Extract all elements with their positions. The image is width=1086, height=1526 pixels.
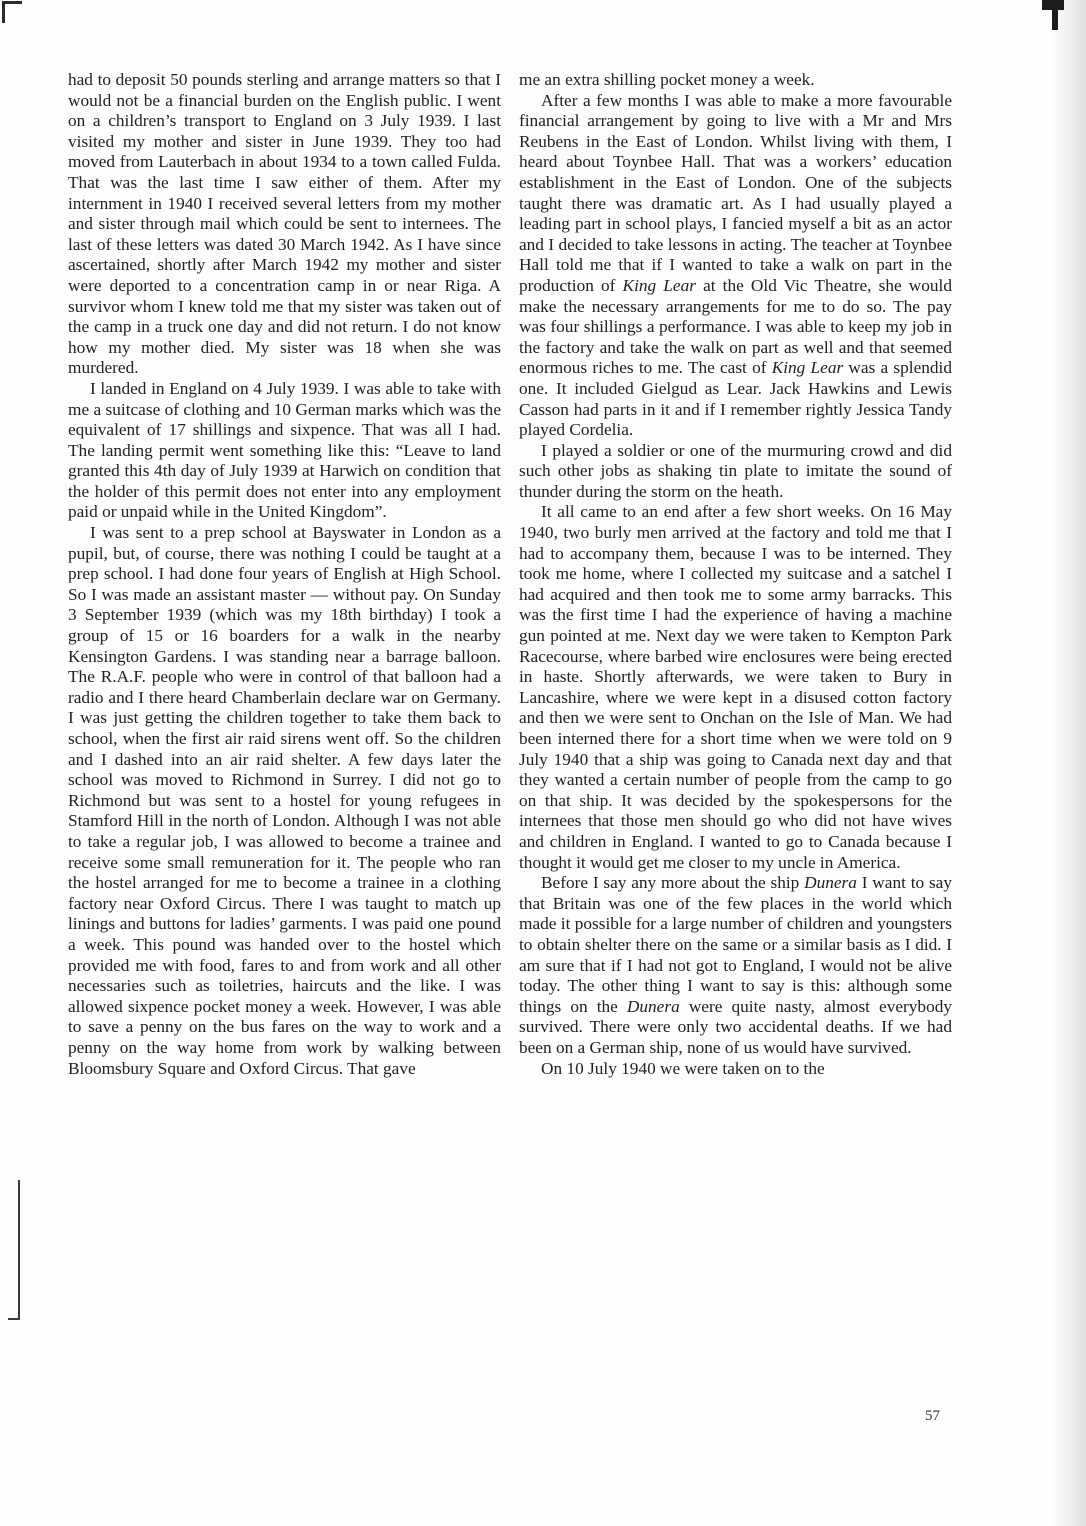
page-number: 57 — [925, 1408, 940, 1424]
paragraph — [519, 873, 952, 1058]
paragraph-text: was a splendid one. It included Gielgud as Lear. Jack Hawkins and Lewis Casson had parts in it and if I remember rightly Jessica Tandy played Cordelia. — [519, 358, 952, 440]
paragraph — [68, 70, 501, 379]
paragraph — [519, 1059, 952, 1080]
italic-title-text: King Lear — [771, 358, 844, 378]
scan-edge-rule — [18, 1180, 20, 1320]
paragraph-text: at the Old Vic Theatre, she would make the necessary arrangements for me to do so. The pay was four shillings a performance. I was able to keep my job in the factory and take the walk on part as well and that seemed enormous riches to me. The cast of — [519, 275, 952, 378]
paragraph-text: I landed in England on 4 July 1939. I was able to take with me a suitcase of clothing and 10 German marks which was the equivalent of 17 shillings and sixpence. That was all I had. The landing permit went something like this: “Leave to land granted this 4th day of July 1939 at Harwich on condition that the holder of this permit does not enter into any employment paid or unpaid while in the United Kingdom”. — [68, 378, 501, 522]
paragraph-text: were quite nasty, almost everybody survived. There were only two accidental deaths. If we had been on a German ship, none of us would have survived. — [519, 996, 952, 1057]
paragraph-text: It all came to an end after a few short weeks. On 16 May 1940, two burly men arrived at the factory and told me that I had to accompany them, because I was to be interned. They took me home, where I collected my suitcase and a satchel I had acquired and then took me to some army barracks. This was the first time I had the experience of having a machine gun pointed at me. Next day we were taken to Kempton Park Racecourse, where barbed wire enclosures were being erected in haste. Shortly afterwards, we were taken to Bury in Lancashire, where we were kept in a disused cotton factory and then we were sent to Onchan on the Isle of Man. We had been interned there for a short time when we were told on 9 July 1940 that a ship was going to Canada next day and that they wanted a certain number of people from the camp to go on that ship. It was decided by the spokespersons for the internees that those men should go who did not have wives and children in England. I wanted to go to Canada because I thought it would get me closer to my uncle in America. — [519, 502, 952, 872]
scan-edge-rule — [8, 1318, 20, 1320]
paragraph — [519, 70, 952, 91]
right-text-column — [519, 70, 952, 1079]
paragraph — [519, 441, 952, 503]
paragraph — [519, 502, 952, 873]
paragraph — [68, 523, 501, 1079]
paragraph-text: I played a soldier or one of the murmuring crowd and did such other jobs as shaking tin plate to imitate the sound of thunder during the storm on the heath. — [519, 440, 952, 501]
italic-title-text: King Lear — [622, 275, 696, 295]
paragraph-text: After a few months I was able to make a more favourable financial arrangement by going to live with a Mr and Mrs Reubens in the East of London. Whilst living with them, I heard about Toynbee Hall. That was a workers’ education establishment in the East of London. One of the subjects taught there was dramatic art. As I had usually played a leading part in school plays, I fancied myself a bit as an actor and I decided to take lessons in acting. The teacher at Toynbee Hall told me that if I wanted to take a walk on part in the production of — [519, 90, 952, 295]
paragraph-text: On 10 July 1940 we were taken on to the — [541, 1058, 825, 1078]
left-text-column — [68, 70, 501, 1079]
italic-title-text: Dunera — [804, 873, 857, 893]
paragraph-text: had to deposit 50 pounds sterling and arrange matters so that I would not be a financial burden on the English public. I went on a children’s transport to England on 3 July 1939. I last visited my mother and sister in June 1939. They too had moved from Lauterbach in about 1934 to a town called Fulda. That was the last time I saw either of them. After my internment in 1940 I received several letters from my mother and sister through mail which could be sent to internees. The last of these letters was dated 30 March 1942. As I have since ascertained, shortly after March 1942 my mother and sister were deported to a concentration camp in or near Riga. A survivor whom I knew told me that my sister was taken out of the camp in a truck one day and did not return. I do not know how my mother died. My sister was 18 when she was murdered. — [68, 70, 501, 378]
paragraph — [68, 379, 501, 523]
italic-title-text: Dunera — [626, 996, 680, 1016]
paragraph-text: Before I say any more about the ship — [541, 873, 805, 893]
paragraph — [519, 91, 952, 441]
scan-corner-mark — [2, 1, 22, 4]
paragraph-text: me an extra shilling pocket money a week. — [519, 70, 815, 89]
scan-corner-mark — [2, 1, 5, 23]
paragraph-text: I was sent to a prep school at Bayswater in London as a pupil, but, of course, there was nothing I could be taught at a prep school. I had done four years of English at High School. So I was made an assistant master — without pay. On Sunday 3 September 1939 (which was my 18th birthday) I took a group of 15 or 16 boarders for a walk in the nearby Kensington Gardens. I was standing near a barrage balloon. The R.A.F. people who were in control of that balloon had a radio and I there heard Chamberlain declare war on Germany. I was just getting the children together to take them back to school, when the first air raid sirens went off. So the children and I dashed into an air raid shelter. A few days later the school was moved to Richmond in Surrey. I did not go to Richmond but was sent to a hostel for young refugees in Stamford Hill in the north of London. Although I was not able to take a regular job, I was allowed to become a trainee and receive some small remuneration for it. The people who ran the hostel arranged for me to become a trainee in a clothing factory near Oxford Circus. There I was taught to match up linings and buttons for ladies’ garments. I was paid one pound a week. This pound was handed over to the hostel which provided me with food, fares to and from work and all other necessaries such as toiletries, haircuts and the like. I was allowed sixpence pocket money a week. However, I was able to save a penny on the bus fares on the way to work and a penny on the way home from work by walking between Bloomsbury Square and Oxford Circus. That gave — [68, 523, 501, 1078]
paragraph-text: I want to say that Britain was one of the few places in the world which made it possible for a large number of children and youngsters to obtain shelter there on the same or a similar basis as I did. I am sure that if I had not got to England, I would not be alive today. The other thing I want to say is this: although some things on the — [519, 873, 952, 1016]
page-shadow-edge — [1052, 0, 1086, 1526]
